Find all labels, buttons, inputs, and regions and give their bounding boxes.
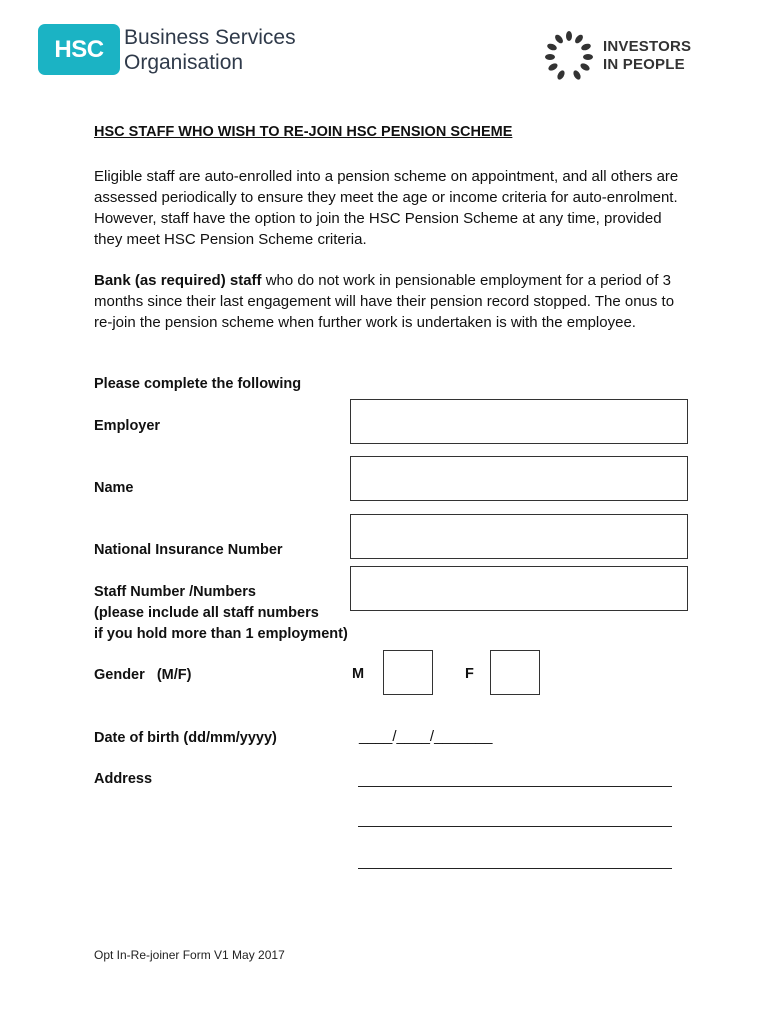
ni-number-field[interactable] [350, 514, 688, 559]
ni-number-label: National Insurance Number [94, 542, 283, 558]
bank-staff-text: who do not work in pensionable employment for a period of 3 months since their last engagement will have their pension record stopped. The onus to re-join the pension scheme when further work is undertaken is with the employee. [94, 272, 675, 331]
bank-staff-lead: Bank (as required) staff [94, 272, 262, 289]
name-field[interactable] [350, 456, 688, 501]
org-name-line2: Organisation [124, 51, 244, 74]
bank-staff-paragraph [94, 270, 694, 333]
gender-f-label: F [465, 666, 474, 682]
hsc-logo [38, 24, 120, 75]
staff-number-field[interactable] [350, 566, 688, 611]
gender-f-checkbox[interactable] [490, 650, 540, 695]
address-line-1[interactable] [358, 786, 672, 787]
hsc-logo-text: HSC [54, 35, 104, 63]
staff-number-label: Staff Number /Numbers [94, 584, 256, 600]
gender-m-checkbox[interactable] [383, 650, 433, 695]
page-title: HSC STAFF WHO WISH TO RE-JOIN HSC PENSION SCHEME [94, 124, 513, 140]
gender-m-label: M [352, 666, 365, 682]
employer-label: Employer [94, 418, 161, 434]
address-line-3[interactable] [358, 868, 672, 869]
employer-field[interactable] [350, 399, 688, 444]
dob-label: Date of birth (dd/mm/yyyy) [94, 730, 277, 746]
intro-paragraph: Eligible staff are auto-enrolled into a pension scheme on appointment, and all others are assessed periodically to ensure they meet the age or income criteria for auto-enrolment. However, staff have the option to join the HSC Pension Scheme at any time, provided they meet HSC Pension Scheme criteria. [94, 168, 679, 248]
staff-number-hint-1: (please include all staff numbers [94, 605, 319, 621]
name-label: Name [94, 480, 134, 496]
gender-label: Gender (M/F) [94, 667, 192, 683]
org-name-line1: Business Services [124, 26, 296, 49]
form-intro: Please complete the following [94, 376, 302, 392]
investors-line2: IN PEOPLE [603, 56, 685, 73]
address-line-2[interactable] [358, 826, 672, 827]
dob-field[interactable]: ____/____/_______ [359, 728, 493, 745]
address-label: Address [94, 771, 153, 787]
laurel-wreath-icon [543, 30, 595, 82]
staff-number-hint-2: if you hold more than 1 employment) [94, 626, 348, 642]
footer-version: Opt In-Re-joiner Form V1 May 2017 [94, 948, 285, 962]
investors-line1: INVESTORS [603, 38, 692, 55]
